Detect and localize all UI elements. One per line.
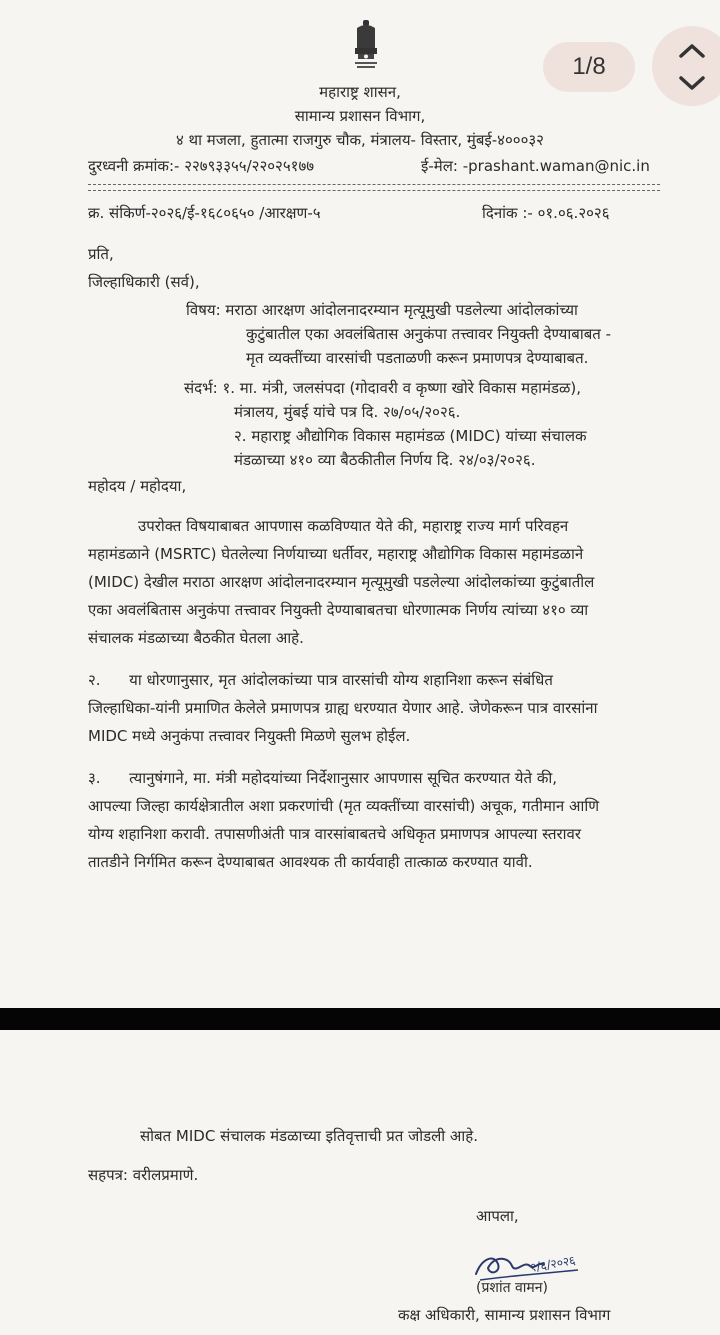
paragraph-line: तातडीने निर्गमित करून देण्याबाबत आवश्यक ती कार्यवाही तात्काळ करण्यात यावी. — [88, 853, 533, 871]
header-phone: दुरध्वनी क्रमांक:- २२७९३३५५/२२०२५१७७ — [88, 157, 315, 175]
signature-date: १/६/२०२६ — [529, 1253, 577, 1275]
reference-line: मंडळाच्या ४१० व्या बैठकीतील निर्णय दि. २४/०३/२०२६. — [234, 451, 536, 469]
paragraph-line: जिल्हाधिका-यांनी प्रमाणित केलेले प्रमाणपत्र ग्राह्य धरण्यात येणार आहे. जेणेकरून पात्र वारसांना — [88, 699, 598, 717]
subject-line: कुटुंबातील एका अवलंबितास अनुकंपा तत्त्वावर नियुक्ती देण्याबाबत - — [246, 325, 611, 343]
reference-line: २. महाराष्ट्र औद्योगिक विकास महामंडळ (MIDC) यांच्या संचालक — [234, 427, 587, 445]
divider — [88, 190, 660, 191]
reference-number: क्र. संकिर्ण-२०२६/ई-१६८०६५० /आरक्षण-५ — [88, 204, 321, 222]
header-government: महाराष्ट्र शासन, — [319, 83, 401, 101]
letter-date: दिनांक :- ०१.०६.२०२६ — [482, 204, 610, 222]
paragraph-line: ३. त्यानुषंगाने, मा. मंत्री महोदयांच्या निर्देशानुसार आपणास सूचित करण्यात येते की, — [88, 769, 558, 787]
signatory-name: (प्रशांत वामन) — [476, 1280, 549, 1296]
national-emblem-icon — [349, 18, 383, 78]
header-department: सामान्य प्रशासन विभाग, — [294, 107, 426, 125]
paragraph-1 — [88, 512, 660, 652]
paragraph-line: MIDC मध्ये अनुकंपा तत्त्वावर नियुक्ती मिळणे सुलभ होईल. — [88, 727, 411, 745]
closing: आपला, — [476, 1207, 519, 1225]
enclosure-note: सोबत MIDC संचालक मंडळाच्या इतिवृत्ताची प्रत जोडली आहे. — [140, 1127, 478, 1145]
paragraph-line: (MIDC) देखील मराठा आरक्षण आंदोलनादरम्यान मृत्यूमुखी पडलेल्या आंदोलकांच्या कुटुंबातील — [88, 573, 595, 591]
paragraph-line: २. या धोरणानुसार, मृत आंदोलकांच्या पात्र वारसांची योग्य शहानिशा करून संबंधित — [88, 671, 553, 689]
paragraph-line: आपल्या जिल्हा कार्यक्षेत्रातील अशा प्रकरणांची (मृत व्यक्तींच्या वारसांची) अचूक, गतीमान आणि — [88, 797, 600, 815]
header-address: ४ था मजला, हुतात्मा राजगुरु चौक, मंत्रालय- विस्तार, मुंबई-४०००३२ — [175, 131, 544, 149]
paragraph-line: उपरोक्त विषयाबाबत आपणास कळविण्यात येते की, महाराष्ट्र राज्य मार्ग परिवहन — [138, 517, 569, 535]
signatory-designation: कक्ष अधिकारी, सामान्य प्रशासन विभाग — [398, 1306, 611, 1324]
chevron-up-down-icon — [652, 26, 720, 106]
paragraph-line: संचालक मंडळाच्या बैठकीत घेतला आहे. — [88, 629, 304, 647]
header-email: ई-मेल: -prashant.waman@nic.in — [421, 157, 650, 175]
paragraph-2 — [88, 666, 660, 750]
divider — [88, 184, 660, 185]
reference-line: संदर्भ: १. मा. मंत्री, जलसंपदा (गोदावरी व कृष्णा खोरे विकास महामंडळ), — [184, 379, 581, 397]
reference-line: मंत्रालय, मुंबई यांचे पत्र दि. २७/०५/२०२६. — [234, 403, 461, 421]
paragraph-line: एका अवलंबितास अनुकंपा तत्त्वावर नियुक्ती देण्याबाबतचा धोरणात्मक निर्णय त्यांच्या ४१० व्या — [88, 601, 589, 619]
reference-block — [184, 376, 664, 472]
addressee: जिल्हाधिकारी (सर्व), — [88, 273, 200, 291]
subject-line: विषय: मराठा आरक्षण आंदोलनादरम्यान मृत्यूमुखी पडलेल्या आंदोलकांच्या — [186, 301, 578, 319]
attachment-note: सहपत्र: वरीलप्रमाणे. — [88, 1166, 199, 1184]
page-counter[interactable]: 1/8 — [543, 42, 635, 92]
page-nav-button[interactable] — [652, 26, 720, 106]
subject-line: मृत व्यक्तींच्या वारसांची पडताळणी करून प्रमाणपत्र देण्याबाबत. — [246, 349, 589, 367]
page-separator — [0, 1008, 720, 1032]
paragraph-line: योग्य शहानिशा करावी. तपासणीअंती पात्र वारसांबाबतचे अधिकृत प्रमाणपत्र आपल्या स्तरावर — [88, 825, 582, 843]
paragraph-3 — [88, 764, 660, 876]
subject-block — [186, 298, 664, 370]
addressee-prati: प्रति, — [88, 245, 114, 263]
paragraph-line: महामंडळाने (MSRTC) घेतलेल्या निर्णयाच्या धर्तीवर, महाराष्ट्र औद्योगिक विकास महामंडळाने — [88, 545, 584, 563]
salutation: महोदय / महोदया, — [88, 477, 187, 495]
